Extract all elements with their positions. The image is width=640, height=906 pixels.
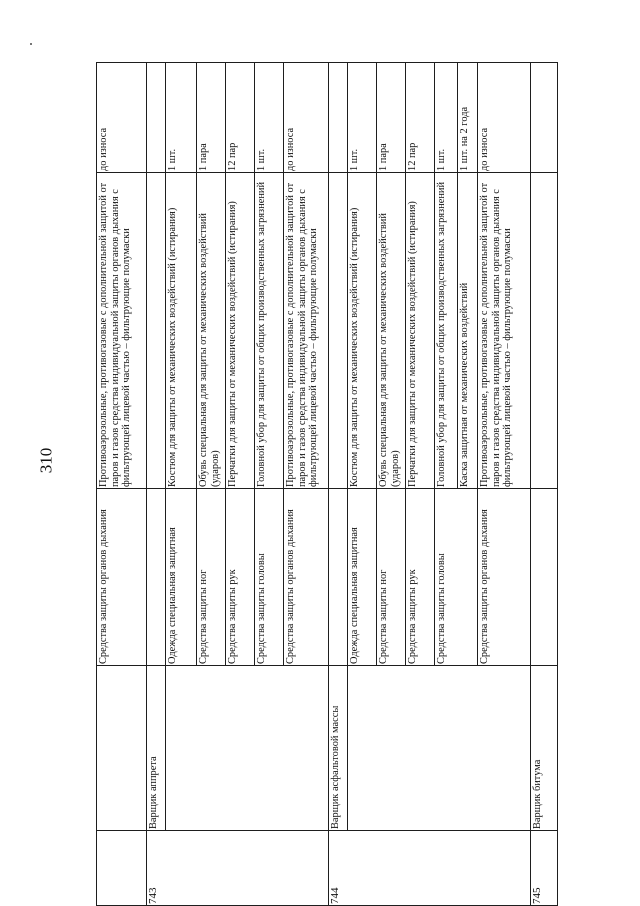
entry-item: [254, 172, 284, 489]
entry-norm-text: 1 шт. на 2 года: [459, 106, 470, 171]
entry-norm-text: до износа: [479, 127, 490, 171]
entry-category: [254, 488, 284, 666]
entry-item-text: Головной убор для защиты от общих производственных загрязнений: [256, 181, 267, 487]
entry-item-text: Костюм для защиты от механических воздействий (истирания): [167, 207, 178, 487]
entry-category: [405, 488, 435, 666]
entry-item: [405, 172, 435, 489]
entry-item: [196, 172, 226, 489]
entry-item-text: Противоаэрозольные, противогазовые с дополнительной защитой от паров и газов средства индивидуальной защиты органов дыхания с фильтрующей лицевой частью – фильтрующие полумаски: [98, 182, 133, 487]
entry-norm: [376, 62, 406, 173]
entry-norm-text: до износа: [98, 127, 109, 171]
row-header-norm: [146, 62, 166, 173]
row-number: [328, 830, 531, 906]
row-number: [96, 830, 147, 906]
entry-norm-text: 1 пара: [378, 143, 389, 171]
entry-norm: [165, 62, 197, 173]
row-header-category: [146, 488, 166, 666]
entry-item-text: Обувь специальная для защиты от механических воздействий (ударов): [198, 213, 221, 487]
entry-item-text: Каска защитная от механических воздействий: [459, 282, 470, 487]
row-header-category: [328, 488, 348, 666]
entry-norm: [254, 62, 284, 173]
row-profession: [328, 665, 348, 831]
entry-category-text: Одежда специальная защитная: [167, 527, 178, 664]
row-profession: [530, 665, 558, 831]
entry-item: [225, 172, 255, 489]
entry-item: [165, 172, 197, 489]
entry-norm: [434, 62, 458, 173]
row-profession-span: [165, 665, 329, 831]
entry-category: [347, 488, 377, 666]
entry-norm-text: 1 шт.: [167, 148, 178, 171]
entry-norm: [225, 62, 255, 173]
row-profession-span: [347, 665, 531, 831]
row-profession-text: Варщик аппрета: [148, 756, 159, 829]
row-number: [146, 830, 329, 906]
page-number: 310: [36, 447, 56, 474]
entry-item-text: Перчатки для защиты от механических воздействий (истирания): [407, 201, 418, 487]
entry-norm: [96, 62, 147, 173]
entry-item: [477, 172, 531, 489]
entry-item-text: Перчатки для защиты от механических воздействий (истирания): [227, 201, 238, 487]
entry-norm-text: 1 шт.: [256, 148, 267, 171]
entry-category-text: Средства защиты рук: [407, 569, 418, 664]
entry-category: [477, 488, 531, 666]
entry-category-text: Средства защиты ног: [198, 569, 209, 664]
entry-category-text: Средства защиты органов дыхания: [479, 509, 490, 664]
entry-norm-text: 1 шт.: [349, 148, 360, 171]
row-number: [530, 830, 558, 906]
row-profession-text: Варщик битума: [532, 759, 543, 829]
row-number-text: 743: [147, 887, 159, 904]
entry-norm-text: 12 пар: [227, 142, 238, 171]
row-item-empty: [530, 172, 558, 489]
entry-category: [165, 488, 197, 666]
entry-item-text: Головной убор для защиты от общих производственных загрязнений: [436, 181, 447, 487]
entry-category: [196, 488, 226, 666]
entry-category-text: Средства защиты головы: [256, 553, 267, 664]
entry-category-text: Средства защиты органов дыхания: [98, 509, 109, 664]
entry-category: [434, 488, 478, 666]
entry-category-text: Средства защиты органов дыхания: [285, 509, 296, 664]
entry-norm: [196, 62, 226, 173]
entry-item: [96, 172, 147, 489]
entry-category: [283, 488, 329, 666]
entry-category: [376, 488, 406, 666]
entry-category-text: Одежда специальная защитная: [349, 527, 360, 664]
entry-category-text: Средства защиты рук: [227, 569, 238, 664]
entry-item: [434, 172, 458, 489]
scan-speck: [30, 43, 32, 45]
entry-category-text: Средства защиты головы: [436, 553, 447, 664]
entry-norm: [347, 62, 377, 173]
entry-category: [225, 488, 255, 666]
row-category-empty: [530, 488, 558, 666]
entry-norm-text: 1 шт.: [436, 148, 447, 171]
entry-norm-text: до износа: [285, 127, 296, 171]
entry-norm: [283, 62, 329, 173]
row-profession: [146, 665, 166, 831]
entry-item-text: Противоаэрозольные, противогазовые с дополнительной защитой от паров и газов средства индивидуальной защиты органов дыхания с фильтрующей лицевой частью – фильтрующие полумаски: [479, 182, 514, 487]
entry-norm: [477, 62, 531, 173]
entry-category: [96, 488, 147, 666]
entry-item: [376, 172, 406, 489]
entry-item: [283, 172, 329, 489]
entry-norm: [405, 62, 435, 173]
row-header-item: [328, 172, 348, 489]
row-profession: [96, 665, 147, 831]
row-header-norm: [328, 62, 348, 173]
entry-item-text: Обувь специальная для защиты от механических воздействий (ударов): [378, 213, 401, 487]
entry-item-text: Противоаэрозольные, противогазовые с дополнительной защитой от паров и газов средства индивидуальной защиты органов дыхания с фильтрующей лицевой частью – фильтрующие полумаски: [285, 182, 320, 487]
entry-norm: [457, 62, 478, 173]
row-number-text: 744: [329, 887, 341, 904]
row-header-item: [146, 172, 166, 489]
row-number-text: 745: [531, 887, 543, 904]
entry-category-text: Средства защиты ног: [378, 569, 389, 664]
row-profession-text: Варщик асфальтовой массы: [330, 705, 341, 829]
entry-norm-text: 12 пар: [407, 142, 418, 171]
entry-item: [457, 172, 478, 489]
entry-item: [347, 172, 377, 489]
entry-item-text: Костюм для защиты от механических воздействий (истирания): [349, 207, 360, 487]
row-norm-empty: [530, 62, 558, 173]
entry-norm-text: 1 пара: [198, 143, 209, 171]
